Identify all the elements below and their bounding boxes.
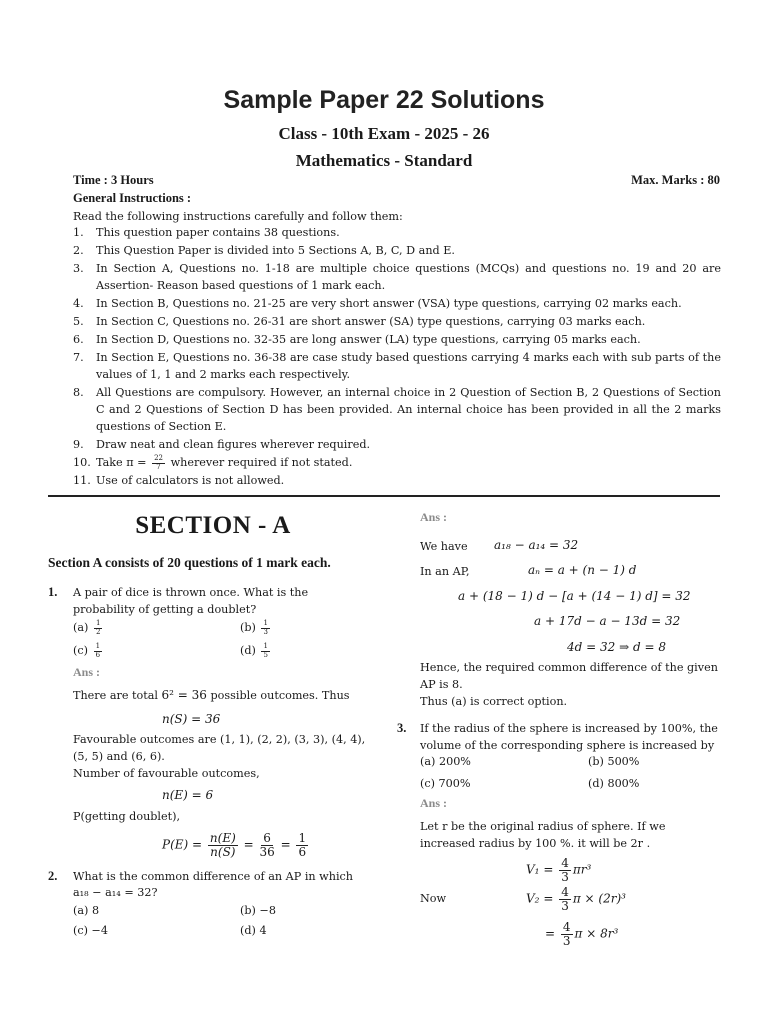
item-number: 5. (73, 315, 84, 328)
question-condition: a₁₈ − a₁₄ = 32? (73, 886, 158, 899)
fraction-numerator: 22 (154, 454, 163, 463)
instructions-list (73, 224, 721, 490)
question-number: 2. (48, 869, 58, 883)
fraction-denominator: n(S) (210, 844, 236, 859)
item-text-pre: Take π = (96, 456, 147, 469)
option-d: (d) 800% (588, 777, 640, 790)
list-item (73, 313, 721, 330)
fraction-numerator: 4 (561, 885, 569, 899)
item-text-post: wherever required if not stated. (170, 456, 353, 469)
fraction-denominator: 7 (156, 462, 161, 471)
equals-sign: = (545, 926, 556, 941)
option-fraction (261, 643, 269, 659)
item-text: In Section B, Questions no. 21-25 are very short answer (VSA) type questions, carrying 02 marks each. (96, 297, 682, 310)
answer-text: Hence, the required common difference of the given AP is 8. (420, 661, 718, 691)
option-label: (c) (73, 644, 88, 657)
fraction-denominator: 3 (562, 933, 571, 948)
subject-line: Mathematics - Standard (295, 151, 473, 170)
answer-text: We have (420, 540, 468, 553)
list-item (73, 472, 721, 489)
option-fraction (94, 620, 102, 636)
option-a: (a) 8 (73, 904, 100, 917)
fraction (296, 832, 308, 858)
question-text: If the radius of the sphere is increased by 100%, the volume of the corresponding sphere is increased by (420, 722, 718, 752)
section-description: Section A consists of 20 questions of 1 mark each. (48, 555, 331, 570)
fraction-denominator: 3 (561, 869, 569, 884)
answer-text: P(getting doublet), (73, 810, 181, 823)
list-item (73, 436, 721, 453)
instructions-heading: General Instructions : (73, 191, 192, 205)
fraction-denominator: 6 (95, 650, 101, 659)
list-item (73, 224, 721, 241)
fraction-numerator: 1 (298, 831, 307, 845)
item-text: This question paper contains 38 questions. (96, 226, 340, 239)
fraction-denominator: 3 (263, 627, 268, 636)
option-b: (b) 500% (588, 755, 640, 768)
fraction (259, 832, 274, 858)
fraction-denominator: 36 (259, 844, 275, 859)
volume-equation-1 (526, 857, 591, 883)
item-number: 10. (73, 456, 91, 469)
equation-rhs: π × (2r)³ (572, 891, 626, 906)
equation: a₁₈ − a₁₄ = 32 (494, 538, 579, 552)
option-fraction (94, 643, 102, 659)
equals-sign: = (243, 837, 254, 852)
option-c (73, 642, 104, 659)
section-divider (48, 495, 720, 497)
answer-text: Favourable outcomes are (1, 1), (2, 2), (3, 3), (4, 4), (5, 5) and (6, 6). (73, 733, 366, 763)
equals-sign: = (543, 862, 554, 877)
answer-line (73, 687, 350, 704)
item-text: In Section A, Questions no. 1-18 are multiple choice questions (MCQs) and questions no. 19 and 20 are Assertion- Reason based questions of 1 mark each. (96, 262, 721, 292)
page-title: Sample Paper 22 Solutions (223, 86, 545, 114)
item-number: 1. (73, 226, 84, 239)
probability-equation (162, 832, 310, 858)
item-text: All Questions are compulsory. However, an internal choice in 2 Question of Section B, 2 Questions of Section C and 2 Questions of Section D has been provided. An internal choice has been provided in all the 2 marks questions of Section E. (96, 386, 721, 433)
equation-lhs: V₂ (526, 891, 540, 906)
pi-fraction (152, 455, 165, 471)
question-text: What is the common difference of an AP in which (73, 870, 354, 883)
fraction-numerator: 1 (263, 642, 268, 651)
list-item (73, 349, 721, 383)
answer-text: Let r be the original radius of sphere. If we increased radius by 100 %. it will be 2r . (420, 820, 666, 850)
equals-sign: = (543, 891, 554, 906)
fraction-numerator: 6 (263, 831, 271, 845)
item-text: Draw neat and clean figures wherever required. (96, 438, 371, 451)
equation: a + (18 − 1) d − [a + (14 − 1) d] = 32 (458, 589, 691, 603)
list-item (73, 260, 721, 294)
item-number: 11. (73, 474, 91, 487)
option-b: (b) −8 (240, 904, 276, 917)
fraction-numerator: 1 (95, 619, 101, 628)
item-text: Use of calculators is not allowed. (96, 474, 285, 487)
fraction-numerator: 4 (562, 920, 571, 934)
time-label: Time : 3 Hours (73, 173, 154, 187)
option-fraction (261, 620, 269, 636)
item-number: 7. (73, 351, 84, 364)
option-d (240, 642, 272, 659)
question-number: 3. (397, 721, 407, 735)
equation: 4d = 32 ⇒ d = 8 (567, 640, 666, 654)
fraction (561, 921, 573, 947)
answer-math: 6² = 36 (161, 688, 207, 702)
list-item (73, 384, 721, 435)
fraction (559, 857, 571, 883)
instructions-lead: Read the following instructions carefully and follow them: (73, 210, 403, 223)
equation: a + 17d − a − 13d = 32 (534, 614, 681, 628)
option-d: (d) 4 (240, 924, 267, 937)
answer-text: In an AP, (420, 565, 470, 578)
item-text (96, 454, 721, 471)
equation-lhs: P(E) = (162, 837, 203, 852)
answer-label: Ans : (73, 665, 101, 679)
fraction-numerator: 1 (95, 642, 101, 651)
equation: aₙ = a + (n − 1) d (528, 563, 637, 577)
option-label: (d) (240, 644, 256, 657)
fraction-denominator: 3 (561, 898, 569, 913)
item-text: This Question Paper is divided into 5 Sections A, B, C, D and E. (96, 244, 455, 257)
fraction (559, 886, 571, 912)
class-line: Class - 10th Exam - 2025 - 26 (278, 124, 490, 143)
answer-text: There are total (73, 689, 158, 702)
option-label: (a) (73, 621, 89, 634)
answer-text: Now (420, 892, 447, 905)
option-a (73, 619, 104, 636)
item-number: 6. (73, 333, 84, 346)
volume-equation-2 (526, 886, 626, 912)
item-text: In Section D, Questions no. 32-35 are long answer (LA) type questions, carrying 05 marks each. (96, 333, 641, 346)
answer-text: possible outcomes. Thus (210, 689, 350, 702)
equation-rhs: π × 8r³ (574, 926, 619, 941)
item-number: 8. (73, 386, 84, 399)
list-item (73, 242, 721, 259)
option-c: (c) −4 (73, 924, 109, 937)
list-item (73, 295, 721, 312)
option-a: (a) 200% (420, 755, 471, 768)
max-marks-label: Max. Marks : 80 (631, 173, 720, 187)
fraction-denominator: 2 (95, 627, 101, 636)
equals-sign: = (280, 837, 291, 852)
item-text: In Section C, Questions no. 26-31 are short answer (SA) type questions, carrying 03 marks each. (96, 315, 646, 328)
list-item (73, 331, 721, 348)
question-number: 1. (48, 585, 58, 599)
option-label: (b) (240, 621, 256, 634)
answer-label: Ans : (420, 796, 448, 810)
fraction-numerator: n(E) (209, 831, 236, 845)
item-number: 4. (73, 297, 84, 310)
item-number: 2. (73, 244, 84, 257)
section-heading: SECTION - A (135, 512, 291, 539)
fraction-numerator: 4 (561, 856, 569, 870)
list-item (73, 454, 721, 471)
item-number: 3. (73, 262, 84, 275)
equation: n(E) = 6 (162, 788, 214, 802)
option-b (240, 619, 272, 636)
item-number: 9. (73, 438, 84, 451)
fraction-denominator: 6 (298, 844, 307, 859)
equation: n(S) = 36 (162, 712, 221, 726)
answer-label: Ans : (420, 510, 448, 524)
answer-text: Number of favourable outcomes, (73, 767, 260, 780)
fraction-numerator: 1 (263, 619, 268, 628)
equation-rhs: πr³ (572, 862, 592, 877)
fraction (208, 832, 238, 858)
volume-equation-3 (545, 921, 618, 947)
option-c: (c) 700% (420, 777, 471, 790)
question-text: A pair of dice is thrown once. What is the probability of getting a doublet? (73, 586, 309, 616)
equation-lhs: V₁ (526, 862, 540, 877)
fraction-denominator: 5 (263, 650, 268, 659)
answer-text: Thus (a) is correct option. (420, 695, 568, 708)
item-text: In Section E, Questions no. 36-38 are case study based questions carrying 4 marks each with sub parts of the values of 1, 1 and 2 marks each respectively. (96, 351, 721, 381)
